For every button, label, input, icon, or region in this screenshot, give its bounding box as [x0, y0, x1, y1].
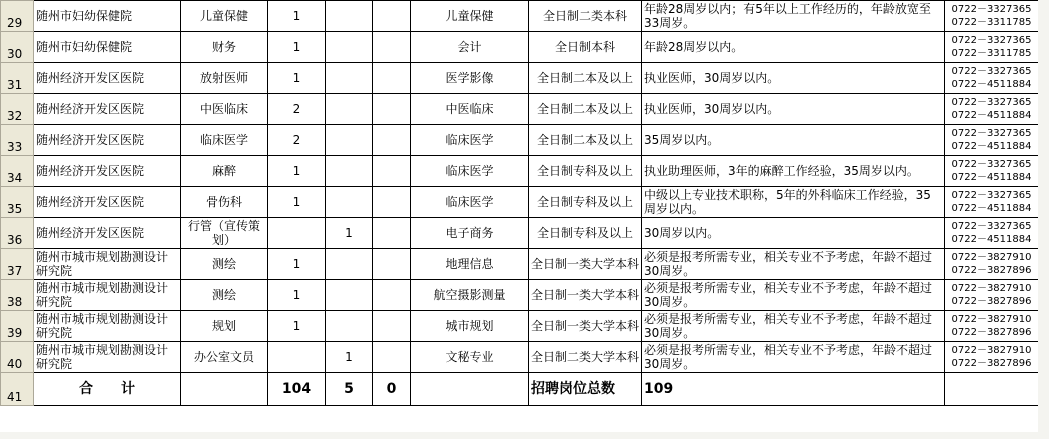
phone-secondary: 0722－3311785 [951, 48, 1032, 59]
row-header[interactable]: 32 [1, 94, 34, 125]
education-cell[interactable]: 全日制二本及以上 [529, 94, 642, 125]
count-c-cell[interactable] [373, 63, 411, 94]
requirement-cell[interactable]: 必须是报考所需专业，相关专业不予考虑，年龄不超过30周岁。 [642, 342, 945, 373]
requirement-cell[interactable]: 执业助理医师，3年的麻醉工作经验，35周岁以内。 [642, 156, 945, 187]
position-cell[interactable]: 行管（宣传策划） [181, 218, 268, 249]
count-b-cell[interactable] [326, 125, 373, 156]
phone-cell[interactable] [945, 1, 1039, 32]
education-cell[interactable]: 全日制专科及以上 [529, 218, 642, 249]
total-count-c[interactable]: 0 [373, 373, 411, 406]
unit-cell[interactable]: 随州市城市规划勘测设计研究院 [34, 249, 181, 280]
requirement-cell[interactable]: 35周岁以内。 [642, 125, 945, 156]
empty-cell[interactable] [411, 373, 529, 406]
empty-cell[interactable] [181, 373, 268, 406]
count-c-cell[interactable] [373, 249, 411, 280]
row-header[interactable]: 39 [1, 311, 34, 342]
row-header[interactable]: 34 [1, 156, 34, 187]
count-c-cell[interactable] [373, 280, 411, 311]
unit-cell[interactable]: 随州经济开发区医院 [34, 218, 181, 249]
table-row [1, 125, 1039, 156]
phone-primary: 0722－3827910 [951, 252, 1032, 263]
count-a-cell[interactable]: 1 [268, 1, 326, 32]
phone-primary: 0722－3327365 [951, 35, 1032, 46]
row-header[interactable]: 33 [1, 125, 34, 156]
table-row [1, 1, 1039, 32]
position-cell[interactable]: 儿童保健 [181, 1, 268, 32]
phone-secondary: 0722－4511884 [951, 110, 1032, 121]
row-header[interactable]: 38 [1, 280, 34, 311]
count-c-cell[interactable] [373, 94, 411, 125]
count-c-cell[interactable] [373, 187, 411, 218]
phone-secondary: 0722－4511884 [951, 203, 1032, 214]
count-c-cell[interactable] [373, 342, 411, 373]
unit-cell[interactable]: 随州市城市规划勘测设计研究院 [34, 311, 181, 342]
table-row [1, 156, 1039, 187]
count-c-cell[interactable] [373, 311, 411, 342]
phone-secondary: 0722－3311785 [951, 17, 1032, 28]
table-row [1, 32, 1039, 63]
empty-cell[interactable] [945, 373, 1039, 406]
posts-total-label[interactable]: 招聘岗位总数 [529, 373, 642, 406]
position-cell[interactable]: 放射医师 [181, 63, 268, 94]
total-row [1, 373, 1039, 406]
table-row [1, 218, 1039, 249]
phone-primary: 0722－3327365 [951, 221, 1032, 232]
count-b-cell[interactable]: 1 [326, 218, 373, 249]
unit-cell[interactable]: 随州市妇幼保健院 [34, 32, 181, 63]
horizontal-scrollbar[interactable] [0, 432, 1049, 439]
table-row [1, 280, 1039, 311]
table-row [1, 187, 1039, 218]
major-cell[interactable]: 航空摄影测量 [411, 280, 529, 311]
phone-cell[interactable] [945, 32, 1039, 63]
major-cell[interactable]: 地理信息 [411, 249, 529, 280]
requirement-cell[interactable]: 中级以上专业技术职称，5年的外科临床工作经验，35周岁以内。 [642, 187, 945, 218]
position-cell[interactable]: 骨伤科 [181, 187, 268, 218]
education-cell[interactable]: 全日制二类大学本科 [529, 342, 642, 373]
position-cell[interactable]: 中医临床 [181, 94, 268, 125]
education-cell[interactable]: 全日制一类大学本科 [529, 249, 642, 280]
count-a-cell[interactable]: 1 [268, 187, 326, 218]
count-a-cell[interactable]: 1 [268, 311, 326, 342]
count-c-cell[interactable] [373, 218, 411, 249]
phone-cell[interactable] [945, 311, 1039, 342]
education-cell[interactable]: 全日制二本及以上 [529, 63, 642, 94]
position-cell[interactable]: 测绘 [181, 280, 268, 311]
requirement-cell[interactable]: 年龄28周岁以内；有5年以上工作经历的，年龄放宽至33周岁。 [642, 1, 945, 32]
phone-primary: 0722－3327365 [951, 97, 1032, 108]
count-a-cell[interactable]: 1 [268, 32, 326, 63]
major-cell[interactable]: 儿童保健 [411, 1, 529, 32]
position-cell[interactable]: 财务 [181, 32, 268, 63]
phone-cell[interactable] [945, 187, 1039, 218]
requirement-cell[interactable]: 30周岁以内。 [642, 218, 945, 249]
count-b-cell[interactable] [326, 1, 373, 32]
count-a-cell[interactable]: 1 [268, 63, 326, 94]
phone-secondary: 0722－4511884 [951, 234, 1032, 245]
major-cell[interactable]: 临床医学 [411, 156, 529, 187]
count-a-cell[interactable] [268, 218, 326, 249]
position-cell[interactable]: 测绘 [181, 249, 268, 280]
phone-secondary: 0722－4511884 [951, 172, 1032, 183]
requirement-cell[interactable]: 必须是报考所需专业，相关专业不予考虑，年龄不超过30周岁。 [642, 280, 945, 311]
requirement-cell[interactable]: 执业医师，30周岁以内。 [642, 63, 945, 94]
vertical-scrollbar[interactable] [1038, 0, 1049, 439]
table-row [1, 311, 1039, 342]
count-b-cell[interactable] [326, 311, 373, 342]
phone-cell[interactable] [945, 94, 1039, 125]
unit-cell[interactable]: 随州市妇幼保健院 [34, 1, 181, 32]
education-cell[interactable]: 全日制专科及以上 [529, 187, 642, 218]
major-cell[interactable]: 电子商务 [411, 218, 529, 249]
major-cell[interactable]: 会计 [411, 32, 529, 63]
unit-cell[interactable]: 随州经济开发区医院 [34, 125, 181, 156]
count-b-cell[interactable] [326, 280, 373, 311]
major-cell[interactable]: 文秘专业 [411, 342, 529, 373]
total-label[interactable]: 合 计 [34, 373, 181, 406]
row-header[interactable]: 30 [1, 32, 34, 63]
row-header[interactable]: 37 [1, 249, 34, 280]
phone-secondary: 0722－3827896 [951, 327, 1032, 338]
phone-primary: 0722－3827910 [951, 345, 1032, 356]
count-b-cell[interactable] [326, 94, 373, 125]
total-count-b[interactable]: 5 [326, 373, 373, 406]
count-c-cell[interactable] [373, 32, 411, 63]
education-cell[interactable]: 全日制本科 [529, 32, 642, 63]
row-header[interactable]: 31 [1, 63, 34, 94]
unit-cell[interactable]: 随州经济开发区医院 [34, 156, 181, 187]
count-b-cell[interactable] [326, 156, 373, 187]
phone-cell[interactable] [945, 218, 1039, 249]
phone-secondary: 0722－4511884 [951, 79, 1032, 90]
phone-cell[interactable] [945, 63, 1039, 94]
requirement-cell[interactable]: 必须是报考所需专业，相关专业不予考虑，年龄不超过30周岁。 [642, 311, 945, 342]
posts-total-value[interactable]: 109 [642, 373, 945, 406]
education-cell[interactable]: 全日制二本及以上 [529, 125, 642, 156]
position-cell[interactable]: 临床医学 [181, 125, 268, 156]
education-cell[interactable]: 全日制二类本科 [529, 1, 642, 32]
count-a-cell[interactable] [268, 342, 326, 373]
major-cell[interactable]: 临床医学 [411, 125, 529, 156]
count-b-cell[interactable] [326, 32, 373, 63]
position-cell[interactable]: 规划 [181, 311, 268, 342]
phone-primary: 0722－3327365 [951, 128, 1032, 139]
phone-primary: 0722－3327365 [951, 159, 1032, 170]
row-header[interactable]: 35 [1, 187, 34, 218]
phone-primary: 0722－3827910 [951, 283, 1032, 294]
phone-cell[interactable] [945, 156, 1039, 187]
phone-primary: 0722－3327365 [951, 4, 1032, 15]
count-a-cell[interactable]: 1 [268, 156, 326, 187]
position-cell[interactable]: 办公室文员 [181, 342, 268, 373]
requirement-cell[interactable]: 年龄28周岁以内。 [642, 32, 945, 63]
education-cell[interactable]: 全日制专科及以上 [529, 156, 642, 187]
table-row [1, 63, 1039, 94]
phone-cell[interactable] [945, 342, 1039, 373]
count-a-cell[interactable]: 2 [268, 94, 326, 125]
table-body [1, 1, 1039, 406]
phone-cell[interactable] [945, 280, 1039, 311]
major-cell[interactable]: 临床医学 [411, 187, 529, 218]
major-cell[interactable]: 中医临床 [411, 94, 529, 125]
count-b-cell[interactable] [326, 249, 373, 280]
unit-cell[interactable]: 随州经济开发区医院 [34, 187, 181, 218]
phone-cell[interactable] [945, 125, 1039, 156]
count-b-cell[interactable] [326, 187, 373, 218]
unit-cell[interactable]: 随州市城市规划勘测设计研究院 [34, 280, 181, 311]
phone-primary: 0722－3827910 [951, 314, 1032, 325]
table-row [1, 342, 1039, 373]
count-a-cell[interactable]: 2 [268, 125, 326, 156]
education-cell[interactable]: 全日制一类大学本科 [529, 311, 642, 342]
count-b-cell[interactable]: 1 [326, 342, 373, 373]
count-a-cell[interactable]: 1 [268, 280, 326, 311]
phone-secondary: 0722－3827896 [951, 296, 1032, 307]
phone-secondary: 0722－3827896 [951, 265, 1032, 276]
table-row [1, 249, 1039, 280]
unit-cell[interactable]: 随州经济开发区医院 [34, 94, 181, 125]
count-c-cell[interactable] [373, 125, 411, 156]
major-cell[interactable]: 医学影像 [411, 63, 529, 94]
count-b-cell[interactable] [326, 63, 373, 94]
unit-cell[interactable]: 随州经济开发区医院 [34, 63, 181, 94]
unit-cell[interactable]: 随州市城市规划勘测设计研究院 [34, 342, 181, 373]
total-count-a[interactable]: 104 [268, 373, 326, 406]
phone-secondary: 0722－4511884 [951, 141, 1032, 152]
phone-cell[interactable] [945, 249, 1039, 280]
position-cell[interactable]: 麻醉 [181, 156, 268, 187]
row-header[interactable]: 40 [1, 342, 34, 373]
phone-secondary: 0722－3827896 [951, 358, 1032, 369]
row-header[interactable]: 41 [1, 373, 34, 406]
education-cell[interactable]: 全日制一类大学本科 [529, 280, 642, 311]
table-row [1, 94, 1039, 125]
major-cell[interactable]: 城市规划 [411, 311, 529, 342]
count-a-cell[interactable]: 1 [268, 249, 326, 280]
requirement-cell[interactable]: 执业医师，30周岁以内。 [642, 94, 945, 125]
requirement-cell[interactable]: 必须是报考所需专业，相关专业不予考虑，年龄不超过30周岁。 [642, 249, 945, 280]
row-header[interactable]: 29 [1, 1, 34, 32]
phone-primary: 0722－3327365 [951, 190, 1032, 201]
phone-primary: 0722－3327365 [951, 66, 1032, 77]
count-c-cell[interactable] [373, 1, 411, 32]
row-header[interactable]: 36 [1, 218, 34, 249]
count-c-cell[interactable] [373, 156, 411, 187]
